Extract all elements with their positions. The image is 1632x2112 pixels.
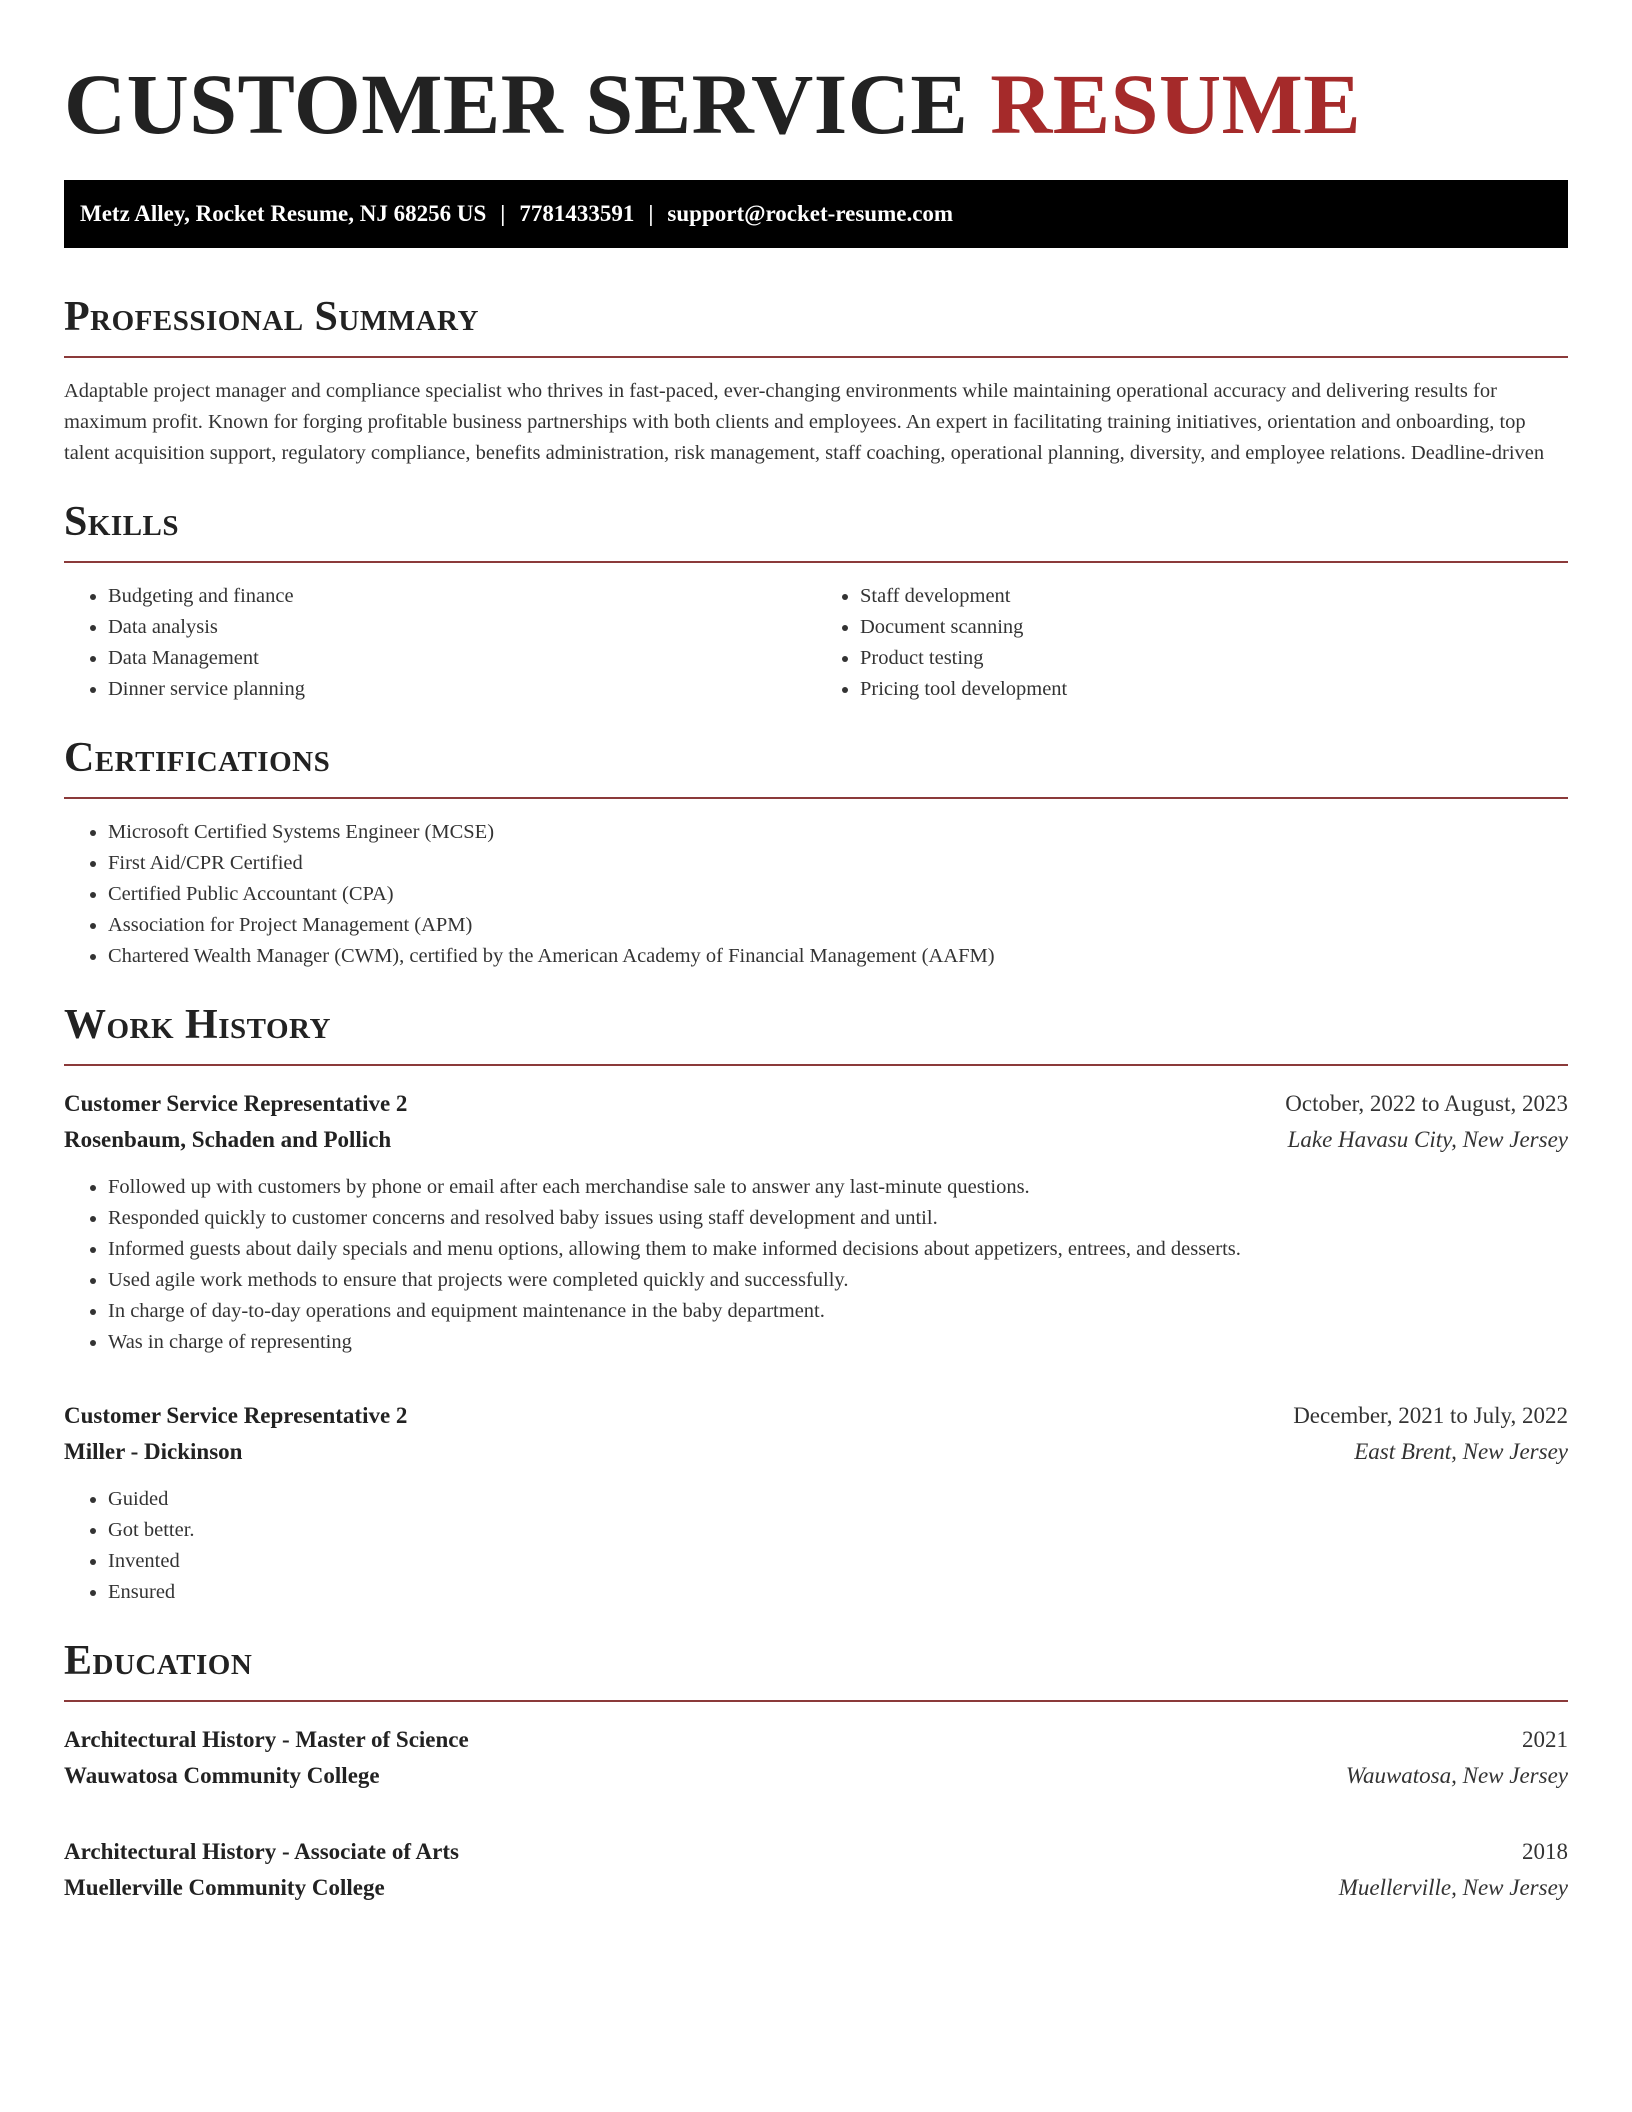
title-main: CUSTOMER SERVICE [64,56,969,152]
list-item: • Informed guests about daily specials and menu options, allowing them to make informed decisions about appetizers, entrees, and desserts. [108,1234,1568,1265]
list-item: • First Aid/CPR Certified [108,848,1568,879]
contact-phone: 7781433591 [519,201,635,226]
list-item: • Used agile work methods to ensure that projects were completed quickly and successfully. [108,1265,1568,1296]
list-item: • In charge of day-to-day operations and equipment maintenance in the baby department. [108,1296,1568,1327]
list-item: • Invented [108,1546,1568,1577]
contact-separator: | [500,201,506,226]
school: Wauwatosa Community College [64,1763,380,1788]
list-item: • Chartered Wealth Manager (CWM), certified by the American Academy of Financial Management (AAFM) [108,941,1568,972]
job-company: Miller - Dickinson [64,1439,243,1464]
education-entry [64,1834,1568,1906]
list-item: • Microsoft Certified Systems Engineer (MCSE) [108,817,1568,848]
school-location: Muellerville, New Jersey [1338,1875,1568,1900]
job-location: East Brent, New Jersey [1354,1439,1568,1464]
job-duties [64,1172,1568,1358]
degree: Architectural History - Associate of Arts [64,1839,459,1864]
job-dates: October, 2022 to August, 2023 [1285,1091,1568,1116]
contact-email: support@rocket-resume.com [667,201,954,226]
job-company: Rosenbaum, Schaden and Pollich [64,1127,392,1152]
list-item: • Certified Public Accountant (CPA) [108,879,1568,910]
school-location: Wauwatosa, New Jersey [1345,1763,1568,1788]
summary-text: Adaptable project manager and compliance specialist who thrives in fast-paced, ever-changing environments while maintaining operational accuracy and delivering results for maximum profit. Known for forging profitable business partnerships with both clients and employees. An expert in facilitating training initiatives, orientation and onboarding, top talent acquisition support, regulatory compliance, benefits administration, risk management, staff coaching, operational planning, diversity, and employee relations. Deadline-driven [64,380,1545,464]
contact-bar [64,180,1568,248]
job-entry [64,1086,1568,1358]
education-section [64,1638,1568,1906]
certifications-list [64,817,1568,972]
list-item: • Product testing [860,643,1568,674]
section-divider [64,1700,1568,1702]
section-divider [64,356,1568,358]
job-duties [64,1484,1568,1608]
certifications-section [64,735,1568,972]
skills-columns [64,563,1568,705]
list-item: • Association for Project Management (APM) [108,910,1568,941]
list-item: • Followed up with customers by phone or email after each merchandise sale to answer any last-minute questions. [108,1172,1568,1203]
list-item: • Budgeting and finance [108,581,816,612]
list-item: • Dinner service planning [108,674,816,705]
section-heading: Education [64,1638,253,1684]
title-accent: RESUME [990,56,1362,152]
list-item: • Pricing tool development [860,674,1568,705]
degree: Architectural History - Master of Science [64,1727,469,1752]
section-heading: Skills [64,499,180,545]
list-item: • Data Management [108,643,816,674]
section-heading: Professional Summary [64,294,479,340]
list-item: • Staff development [860,581,1568,612]
skills-list-right [816,581,1568,705]
job-entry [64,1398,1568,1608]
graduation-year: 2021 [1522,1727,1568,1752]
contact-separator: | [648,201,654,226]
school: Muellerville Community College [64,1875,385,1900]
list-item: • Was in charge of representing [108,1327,1568,1358]
resume-title [64,0,1568,152]
skills-list-left [64,581,816,705]
job-location: Lake Havasu City, New Jersey [1287,1127,1568,1152]
section-divider [64,797,1568,799]
section-heading: Certifications [64,735,331,781]
education-entry [64,1722,1568,1794]
list-item: • Responded quickly to customer concerns and resolved baby issues using staff development and until. [108,1203,1568,1234]
job-title: Customer Service Representative 2 [64,1403,408,1428]
section-heading: Work History [64,1002,331,1048]
job-title: Customer Service Representative 2 [64,1091,408,1116]
list-item: • Data analysis [108,612,816,643]
graduation-year: 2018 [1522,1839,1568,1864]
summary-section [64,294,1568,469]
contact-address: Metz Alley, Rocket Resume, NJ 68256 US [80,201,487,226]
work-history-section [64,1002,1568,1608]
list-item: • Ensured [108,1577,1568,1608]
section-divider [64,1064,1568,1066]
skills-section [64,499,1568,705]
list-item: • Document scanning [860,612,1568,643]
list-item: • Guided [108,1484,1568,1515]
job-dates: December, 2021 to July, 2022 [1293,1403,1568,1428]
list-item: • Got better. [108,1515,1568,1546]
